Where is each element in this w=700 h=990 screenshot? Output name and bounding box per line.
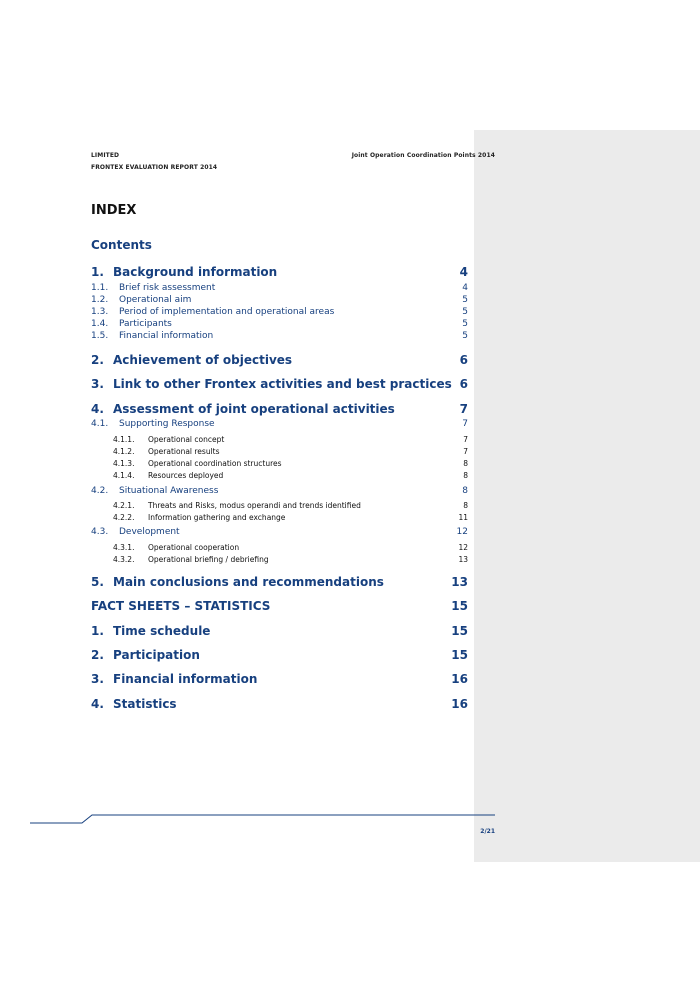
toc-entry-number: 4.1.3. [113,459,135,468]
toc-entry[interactable] [91,527,468,537]
toc-entry-page: 8 [463,501,468,510]
toc-entry-number: 1.5. [91,331,109,341]
toc-entry-page: 12 [456,527,468,537]
toc-entry-title: Operational coordination structures [148,459,282,468]
toc-entry-number: 4.2.1. [113,501,135,510]
toc-entry-number: 1.1. [91,283,109,293]
toc-entry-title: Brief risk assessment [119,283,216,293]
toc-entry[interactable] [91,419,468,429]
toc-entry-page: 7 [463,447,468,456]
toc-entry-title: Threats and Risks, modus operandi and trends identified [148,501,361,510]
toc-entry-number: 4. [91,697,104,711]
toc-entry-number: 4.3.1. [113,543,135,552]
toc-entry[interactable] [91,265,468,279]
toc-entry-title: Operational results [148,447,220,456]
toc-entry-title: Assessment of joint operational activities [113,402,395,416]
toc-entry[interactable] [91,697,468,711]
toc-entry-number: 4.2.2. [113,513,135,522]
toc-entry-page: 13 [451,575,468,589]
toc-entry[interactable] [91,624,468,638]
toc-entry[interactable] [91,672,468,686]
toc-entry-number: 4.1.4. [113,471,135,480]
toc-entry-title: Background information [113,265,278,279]
toc-entry[interactable] [91,283,468,293]
toc-entry-page: 16 [451,672,468,686]
toc-entry-title: Participants [119,319,172,329]
toc-entry-number: 4.1.1. [113,435,135,444]
header-operation-name: Joint Operation Coordination Points 2014 [351,152,495,159]
index-title: INDEX [91,203,137,218]
toc-entry-page: 16 [451,697,468,711]
toc-entry-number: 1. [91,265,104,279]
toc-entry[interactable] [91,295,468,305]
toc-entry-title: Supporting Response [119,419,215,429]
toc-entry[interactable] [91,575,468,589]
page-number: 2/21 [480,828,495,835]
toc-entry-page: 15 [451,624,468,638]
toc-entry-page: 7 [459,402,468,416]
toc-entry-title: Link to other Frontex activities and best practices [113,377,452,391]
toc-entry-page: 4 [462,283,468,293]
toc-entry[interactable] [91,459,468,468]
toc-entry-page: 8 [463,459,468,468]
toc-entry-title: Operational cooperation [148,543,240,552]
toc-entry-title: Period of implementation and operational areas [119,307,335,317]
toc-entry-title: Time schedule [113,624,211,638]
comment-margin-panel [474,130,700,862]
toc-entry-title: Operational aim [119,295,192,305]
toc-entry[interactable] [91,513,468,522]
toc-entry-page: 5 [462,295,468,305]
toc-entry-page: 8 [462,486,468,496]
toc-entry-number: 2. [91,648,104,662]
toc-entry-page: 5 [462,331,468,341]
contents-title: Contents [91,238,152,252]
toc-entry-title: Operational briefing / debriefing [148,555,269,564]
toc-entry-number: 4.1. [91,419,109,429]
toc-entry-title: Statistics [113,697,177,711]
toc-entry-page: 7 [462,419,468,429]
toc-entry-title: Resources deployed [148,471,224,480]
toc-entry-title: Participation [113,648,200,662]
toc-entry-page: 15 [451,599,468,613]
toc-entry-number: 4.1.2. [113,447,135,456]
toc-entry-title: Main conclusions and recommendations [113,575,384,589]
toc-entry[interactable] [91,599,468,613]
toc-entry-number: 4.3. [91,527,109,537]
footer-divider [0,808,700,828]
toc-entry-title: Financial information [119,331,214,341]
toc-entry-title: Achievement of objectives [113,353,293,367]
toc-entry-title: Information gathering and exchange [148,513,286,522]
toc-entry-number: 4. [91,402,104,416]
toc-entry-page: 5 [462,319,468,329]
toc-entry-page: 6 [459,353,468,367]
toc-entry[interactable] [91,543,468,552]
toc-entry-number: 3. [91,377,104,391]
toc-entry-title: Development [119,527,180,537]
toc-entry[interactable] [91,501,468,510]
toc-entry-page: 5 [462,307,468,317]
toc-entry[interactable] [91,435,468,444]
toc-entry[interactable] [91,447,468,456]
toc-entry[interactable] [91,648,468,662]
toc-entry-number: 1.4. [91,319,109,329]
toc-entry-page: 8 [463,471,468,480]
toc-entry-number: 3. [91,672,104,686]
toc-entry-page: 6 [459,377,468,391]
toc-entry-title: FACT SHEETS – STATISTICS [91,599,271,613]
header-report-name: FRONTEX EVALUATION REPORT 2014 [91,164,218,171]
toc-entry[interactable] [91,353,468,367]
toc-entry-number: 1.3. [91,307,109,317]
toc-entry-page: 7 [463,435,468,444]
toc-entry[interactable] [91,331,468,341]
header-classification: LIMITED [91,152,120,159]
toc-entry-page: 15 [451,648,468,662]
toc-entry-number: 4.2. [91,486,109,496]
toc-entry[interactable] [91,555,468,564]
toc-entry-number: 5. [91,575,104,589]
toc-entry[interactable] [91,319,468,329]
toc-entry-page: 13 [458,555,468,564]
toc-entry[interactable] [91,486,468,496]
toc-entry[interactable] [91,377,468,391]
toc-entry-title: Situational Awareness [119,486,219,496]
toc-entry-number: 2. [91,353,104,367]
toc-entry[interactable] [91,402,468,416]
toc-entry-title: Operational concept [148,435,225,444]
toc-entry-page: 11 [458,513,468,522]
toc-entry-page: 4 [459,265,468,279]
toc-entry[interactable] [91,471,468,480]
toc-entry[interactable] [91,307,468,317]
toc-entry-page: 12 [458,543,468,552]
toc-entry-number: 4.3.2. [113,555,135,564]
toc-entry-number: 1.2. [91,295,109,305]
toc-entry-title: Financial information [113,672,258,686]
toc-entry-number: 1. [91,624,104,638]
